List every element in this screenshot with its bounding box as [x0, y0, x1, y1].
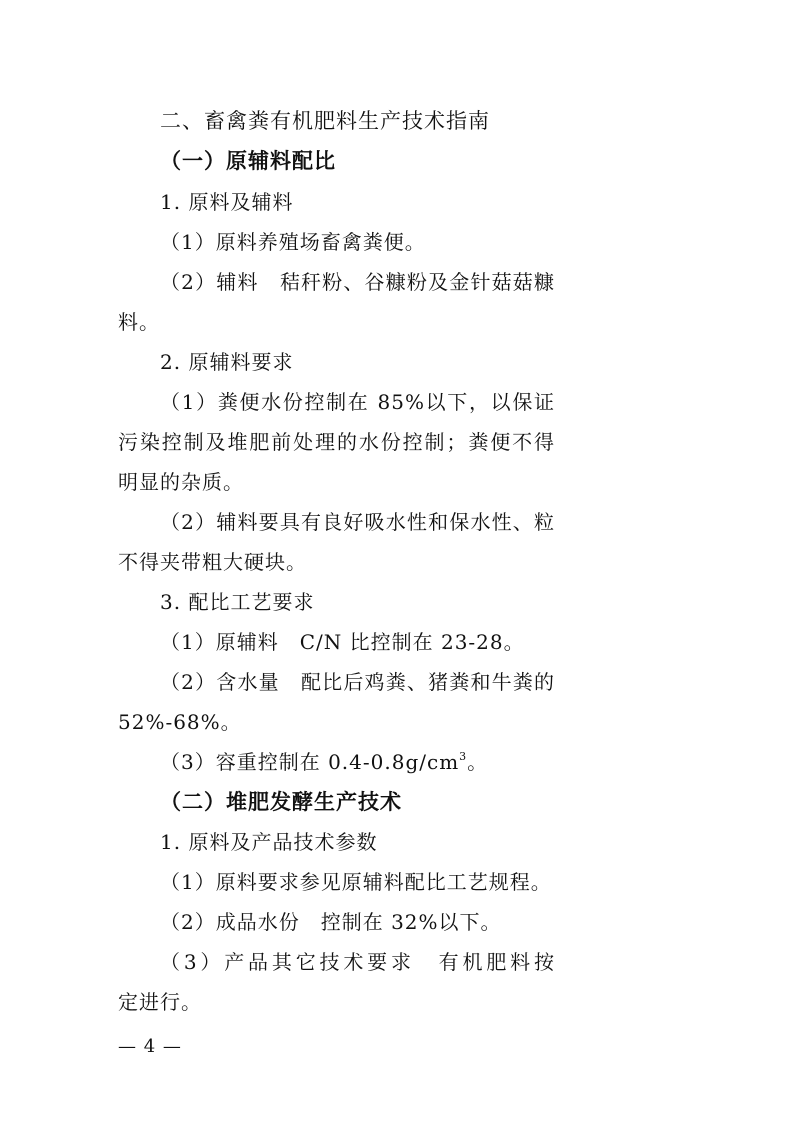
item-3-heading: 3. 配比工艺要求: [160, 590, 315, 614]
page-number: — 4 —: [118, 1036, 182, 1057]
section-title: 二、畜禽粪有机肥料生产技术指南: [160, 109, 490, 133]
paragraph-manure-moisture-line3: 明显的杂质。: [118, 470, 244, 494]
paragraph-cn-ratio: （1）原辅料 C/N 比控制在 23-28。: [160, 630, 525, 654]
paragraph-water-content-line1: （2）含水量 配比后鸡粪、猪粪和牛粪的: [160, 670, 555, 694]
paragraph-water-content-line2: 52%-68%。: [118, 710, 242, 734]
paragraph-bulk-density: [0, 749, 793, 775]
paragraph-product-requirements-line2: 定进行。: [118, 990, 202, 1014]
paragraph-raw-material-reference: （1）原料要求参见原辅料配比工艺规程。: [160, 870, 552, 894]
paragraph-auxiliary-line2: 料。: [118, 310, 160, 334]
paragraph-manure-moisture-line2: 污染控制及堆肥前处理的水份控制；粪便不得: [118, 430, 555, 454]
superscript-3: 3: [459, 750, 468, 763]
item-1-parameters-heading: 1. 原料及产品技术参数: [160, 830, 378, 854]
paragraph-product-moisture: （2）成品水份 控制在 32%以下。: [160, 910, 502, 934]
paragraph-auxiliary-line1: （2）辅料 秸秆粉、谷糠粉及金针菇菇糠: [160, 270, 555, 294]
paragraph-raw-material: （1）原料养殖场畜禽粪便。: [160, 230, 426, 254]
subsection-heading-1: （一）原辅料配比: [160, 149, 336, 173]
paragraph-auxiliary-requirement-line2: 不得夹带粗大硬块。: [118, 550, 307, 574]
bulk-density-text: （3）容重控制在 0.4-0.8g/cm: [160, 750, 460, 774]
item-1-heading: 1. 原料及辅料: [160, 190, 294, 214]
paragraph-manure-moisture-line1: （1）粪便水份控制在 85%以下，以保证: [160, 390, 555, 414]
subsection-heading-2: （二）堆肥发酵生产技术: [160, 790, 402, 814]
bulk-density-suffix: 。: [467, 750, 489, 774]
item-2-heading: 2. 原辅料要求: [160, 350, 294, 374]
paragraph-product-requirements-line1: （3）产品其它技术要求 有机肥料按: [160, 950, 555, 974]
paragraph-auxiliary-requirement-line1: （2）辅料要具有良好吸水性和保水性、粒: [160, 510, 555, 534]
